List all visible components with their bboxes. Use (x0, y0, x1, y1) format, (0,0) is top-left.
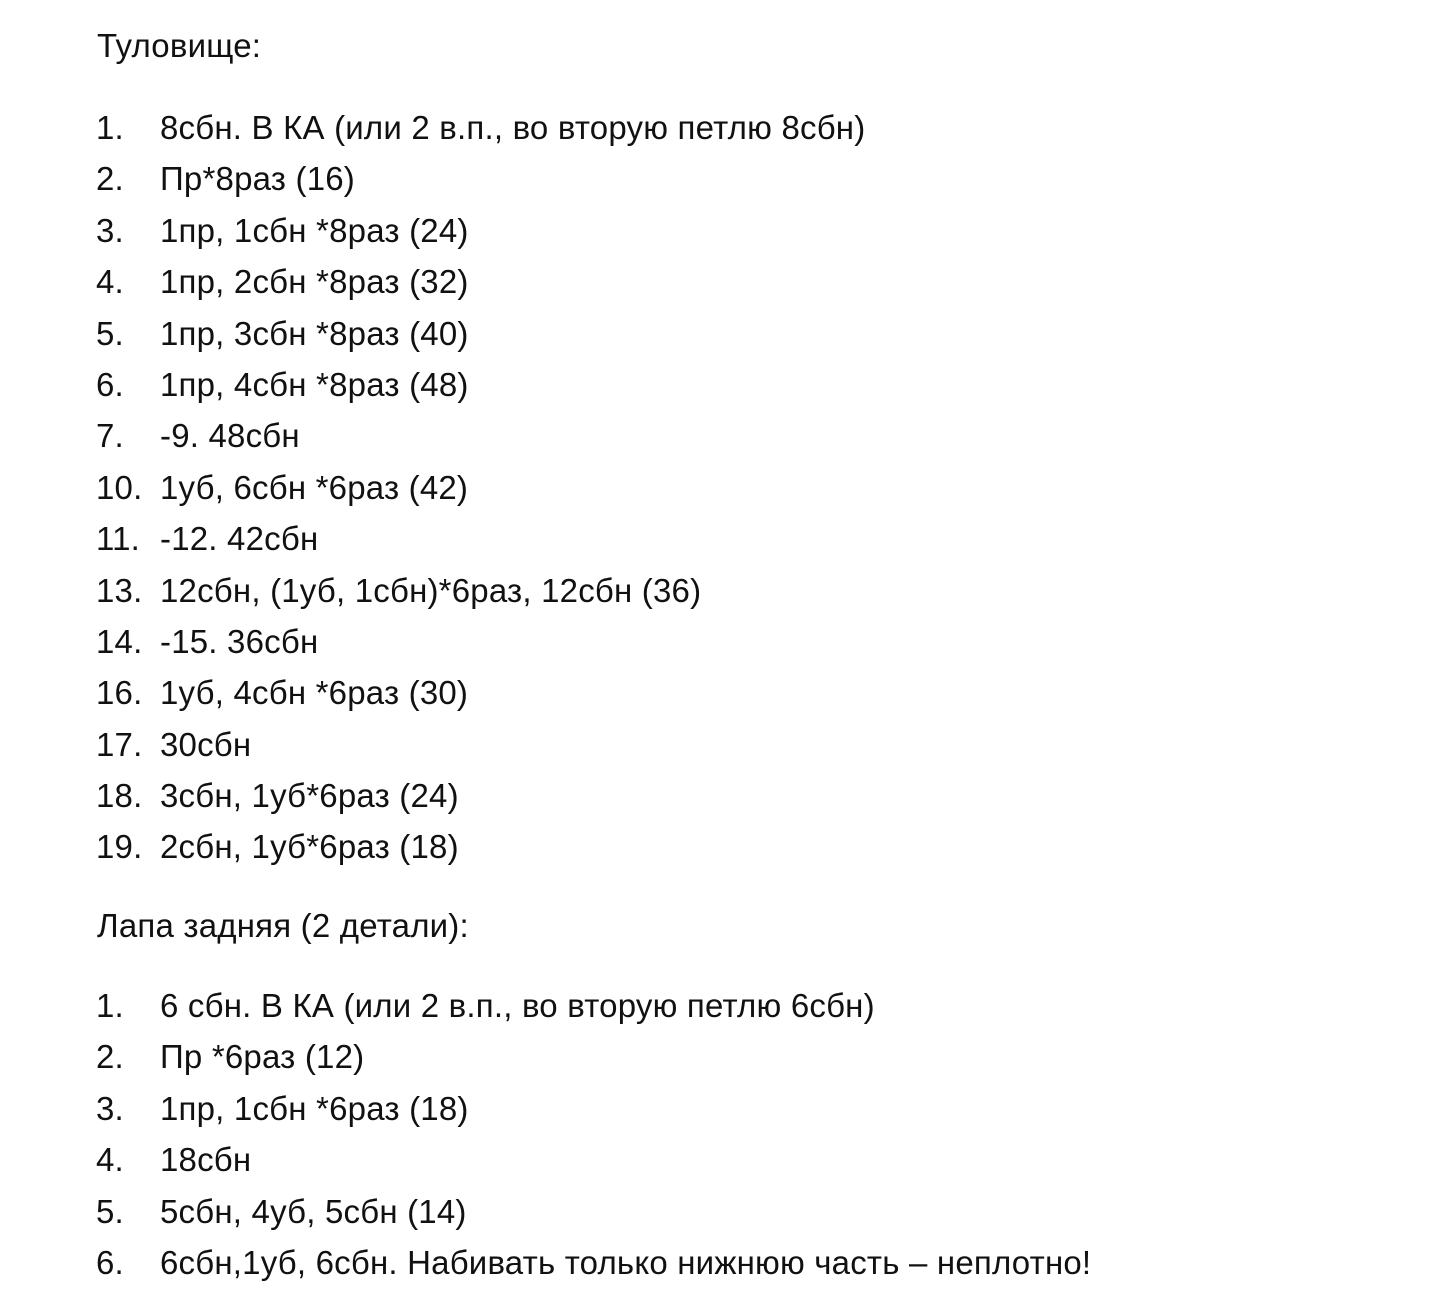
step-number: 6. (96, 366, 124, 403)
step-text: 1пр, 1сбн *6раз (18) (160, 1090, 469, 1127)
step-text: 18сбн (160, 1141, 252, 1178)
step-number: 14. (96, 623, 143, 660)
step-text: 30сбн (160, 726, 252, 763)
step-number: 2. (96, 1038, 124, 1075)
step-number: 4. (96, 263, 124, 300)
step-number: 13. (96, 572, 143, 609)
step-number: 19. (96, 828, 143, 865)
step-text: 3сбн, 1уб*6раз (24) (160, 777, 459, 814)
step-text: 1уб, 6сбн *6раз (42) (160, 469, 469, 506)
step-number: 7. (96, 417, 124, 454)
step-text: 8сбн. В КА (или 2 в.п., во вторую петлю 8сбн) (160, 109, 866, 146)
step-number: 5. (96, 1193, 124, 1230)
step-text: Пр *6раз (12) (160, 1038, 365, 1075)
step-number: 1. (96, 987, 124, 1024)
step-number: 2. (96, 160, 124, 197)
step-text: -9. 48сбн (160, 417, 300, 454)
step-text: 1пр, 4сбн *8раз (48) (160, 366, 469, 403)
step-number: 10. (96, 469, 143, 506)
step-text: 1уб, 4сбн *6раз (30) (160, 674, 469, 711)
step-text: 1пр, 2сбн *8раз (32) (160, 263, 469, 300)
step-text: 5сбн, 4уб, 5сбн (14) (160, 1193, 467, 1230)
step-text: -12. 42сбн (160, 520, 319, 557)
step-number: 6. (96, 1244, 124, 1281)
step-number: 17. (96, 726, 143, 763)
step-text: 12сбн, (1уб, 1сбн)*6раз, 12сбн (36) (160, 572, 702, 609)
step-text: 2сбн, 1уб*6раз (18) (160, 828, 459, 865)
step-number: 3. (96, 212, 124, 249)
section-title-body: Туловище: (97, 27, 262, 64)
step-text: Пр*8раз (16) (160, 160, 355, 197)
step-text: 6 сбн. В КА (или 2 в.п., во вторую петлю 6сбн) (160, 987, 875, 1024)
step-number: 5. (96, 315, 124, 352)
step-text: 6сбн,1уб, 6сбн. Набивать только нижнюю часть – неплотно! (160, 1244, 1092, 1281)
section-title-hind-paw: Лапа задняя (2 детали): (97, 907, 469, 944)
step-number: 18. (96, 777, 143, 814)
step-text: 1пр, 3сбн *8раз (40) (160, 315, 469, 352)
step-number: 4. (96, 1141, 124, 1178)
step-number: 3. (96, 1090, 124, 1127)
step-number: 1. (96, 109, 124, 146)
step-text: -15. 36сбн (160, 623, 319, 660)
step-number: 16. (96, 674, 143, 711)
step-number: 11. (96, 520, 141, 557)
step-text: 1пр, 1сбн *8раз (24) (160, 212, 469, 249)
